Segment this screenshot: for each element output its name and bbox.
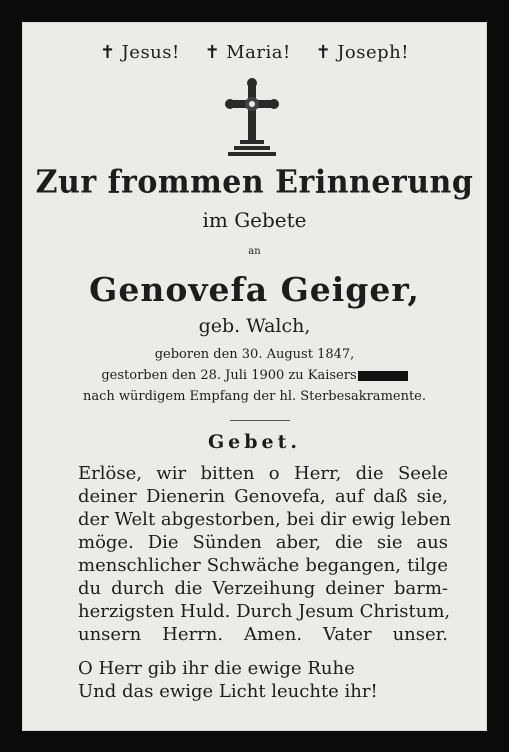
invocation-maria: Maria! bbox=[226, 42, 291, 63]
prayer-line: menschlicher Schwäche begangen, tilge bbox=[78, 555, 448, 576]
deceased-name: Genovefa Geiger, bbox=[89, 270, 420, 309]
prayer-heading: Gebet. bbox=[207, 431, 302, 453]
prayer-line: Erlöse, wir bitten o Herr, die Seele bbox=[78, 463, 448, 484]
invocation-cross-2: ✝ bbox=[204, 42, 221, 63]
prayer-line: deiner Dienerin Genovefa, auf daß sie, bbox=[78, 486, 448, 507]
card-title: Zur frommen Erinnerung bbox=[35, 164, 474, 201]
closing-line: Und das ewige Licht leuchte ihr! bbox=[78, 681, 378, 702]
invocation-jesus: Jesus! bbox=[121, 42, 180, 63]
prayer-line: der Welt abgestorben, bei dir ewig leben bbox=[78, 509, 451, 530]
redaction-bar bbox=[358, 371, 408, 381]
invocation-cross-3: ✝ bbox=[315, 42, 332, 63]
invocation-joseph: Joseph! bbox=[337, 42, 410, 63]
invocation-cross-1: ✝ bbox=[99, 42, 116, 63]
prayer-line: möge. Die Sünden aber, die sie aus bbox=[78, 532, 448, 553]
prayer-line: herzigsten Huld. Durch Jesum Christum, bbox=[78, 601, 451, 622]
prayer-line: du durch die Verzeihung deiner barm- bbox=[78, 578, 448, 599]
divider bbox=[230, 420, 290, 421]
death-line bbox=[22, 368, 487, 383]
memorial-card bbox=[22, 22, 487, 731]
card-subtitle: im Gebete bbox=[202, 208, 307, 232]
invocation-line bbox=[22, 42, 487, 63]
preposition: an bbox=[248, 246, 261, 257]
birth-line: geboren den 30. August 1847, bbox=[154, 347, 355, 362]
maiden-name: geb. Walch, bbox=[198, 315, 311, 337]
closing-line: O Herr gib ihr die ewige Ruhe bbox=[78, 658, 355, 679]
prayer-line: unsern Herrn. Amen. Vater unser. bbox=[78, 624, 448, 645]
sacraments-line: nach würdigem Empfang der hl. Sterbesakramente. bbox=[82, 389, 427, 404]
ornate-cross-icon bbox=[224, 78, 280, 160]
death-text: gestorben den 28. Juli 1900 zu Kaisers bbox=[101, 368, 357, 383]
